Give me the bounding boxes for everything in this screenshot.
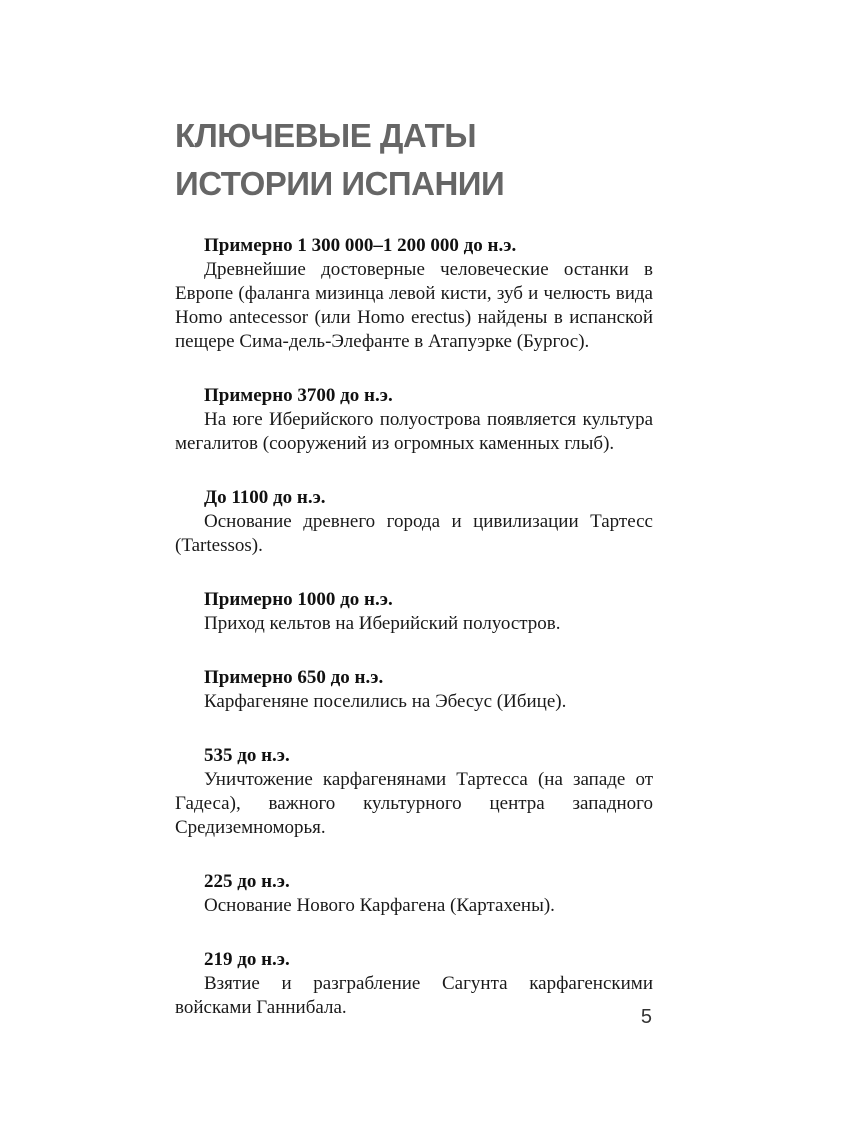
entry-date: 219 до н.э. bbox=[204, 949, 290, 970]
timeline-entry bbox=[175, 588, 653, 636]
page-number: 5 bbox=[640, 1006, 652, 1028]
timeline-entry bbox=[175, 666, 653, 714]
entry-date: Примерно 1000 до н.э. bbox=[204, 589, 393, 610]
entry-description: Взятие и разграбление Сагунта карфагенскими войсками Ганнибала. bbox=[175, 973, 653, 1018]
entry-description: Приход кельтов на Иберийский полуостров. bbox=[204, 613, 561, 634]
entry-date: До 1100 до н.э. bbox=[204, 487, 326, 508]
timeline-entry bbox=[175, 486, 653, 558]
timeline-entry bbox=[175, 948, 653, 1020]
entry-description: Древнейшие достоверные человеческие останки в Европе (фаланга мизинца левой кисти, зуб и челюсть вида Homo antecessor (или Homo erectus) найдены в испанской пещере Сима-дель-Элефанте в Атапуэрке (Бургос). bbox=[175, 259, 653, 352]
entry-date: Примерно 3700 до н.э. bbox=[204, 385, 393, 406]
entry-date: 225 до н.э. bbox=[204, 871, 290, 892]
page-title-line-1: КЛЮЧЕВЫЕ ДАТЫ bbox=[175, 117, 477, 154]
entry-description: На юге Иберийского полуострова появляется культура мегалитов (сооружений из огромных каменных глыб). bbox=[175, 409, 653, 454]
entry-description: Карфагеняне поселились на Эбесус (Ибице). bbox=[204, 691, 567, 712]
timeline-entry bbox=[175, 384, 653, 456]
entry-date: Примерно 650 до н.э. bbox=[204, 667, 384, 688]
page-content bbox=[175, 112, 653, 1020]
entry-date: 535 до н.э. bbox=[204, 745, 290, 766]
timeline-entry bbox=[175, 870, 653, 918]
timeline-entry bbox=[175, 234, 653, 354]
entry-description: Основание Нового Карфагена (Картахены). bbox=[204, 895, 555, 916]
entry-date: Примерно 1 300 000–1 200 000 до н.э. bbox=[204, 235, 517, 256]
page-title bbox=[175, 112, 653, 208]
timeline-entry bbox=[175, 744, 653, 840]
entry-description: Основание древнего города и цивилизации Тартесс (Tartessos). bbox=[175, 511, 653, 556]
page-title-line-2: ИСТОРИИ ИСПАНИИ bbox=[175, 165, 505, 202]
entry-description: Уничтожение карфагенянами Тартесса (на западе от Гадеса), важного культурного центра западного Средиземноморья. bbox=[175, 769, 653, 838]
